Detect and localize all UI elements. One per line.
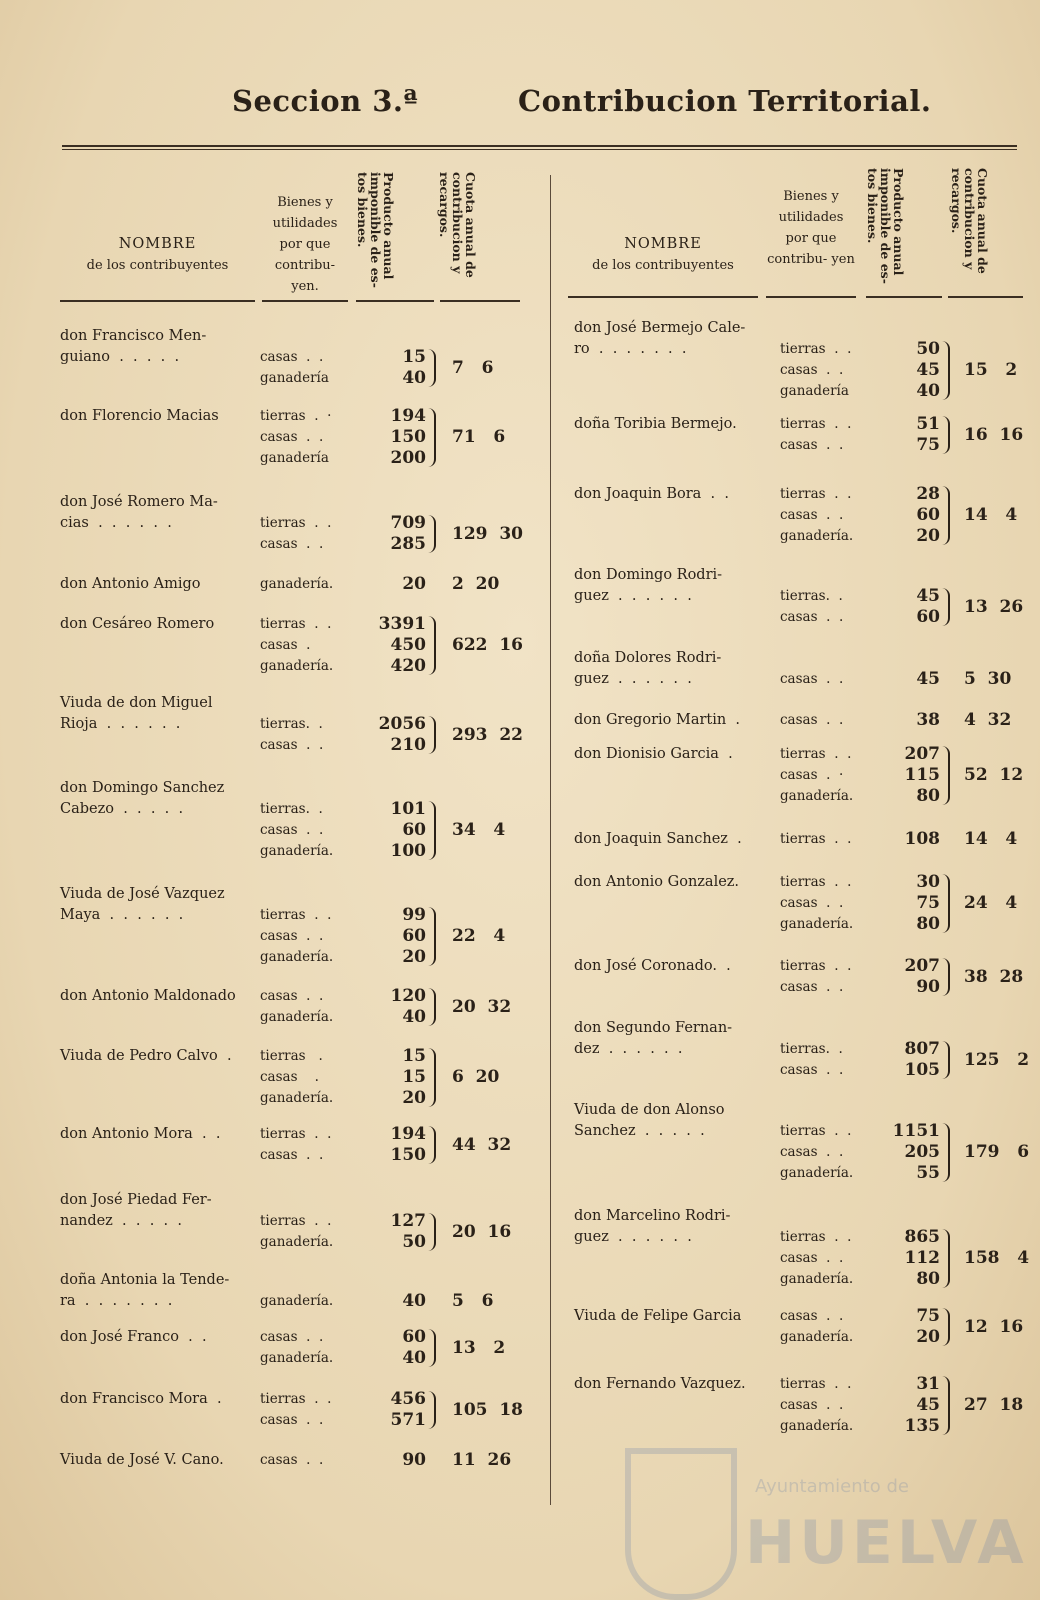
product-values: 807 105	[904, 1039, 940, 1080]
goods-list: casas . . ganadería	[260, 349, 329, 386]
contributor-name: don Marcelino Rodri- guez . . . . . .	[574, 1208, 731, 1245]
quota-value: 158 4	[964, 1248, 1030, 1268]
product-values: 207 115 80	[904, 744, 940, 806]
brace-icon	[942, 1308, 950, 1346]
left-name-rule	[60, 300, 255, 302]
goods-list: tierras . . ganadería.	[260, 1213, 334, 1250]
contributor-name: Viuda de Felipe Garcia	[574, 1308, 742, 1324]
goods-list: tierras . . casas . .	[780, 958, 852, 995]
goods-list: tierras. . casas . .	[780, 1041, 844, 1078]
contributor-name: don Domingo Sanchez Cabezo . . . . .	[60, 780, 225, 817]
contributor-name: don Antonio Gonzalez.	[574, 874, 740, 890]
quota-value: 24 4	[964, 893, 1018, 913]
right-product-header: Producto anual imponible de es- tos bienes.	[865, 168, 906, 284]
brace-icon	[428, 1391, 436, 1429]
brace-icon	[942, 486, 950, 545]
product-values: 456 571	[390, 1389, 426, 1430]
contributor-name: Viuda de don Alonso Sanchez . . . . .	[574, 1102, 725, 1139]
right-quota-rule	[948, 296, 1023, 298]
brace-icon	[428, 616, 436, 675]
brace-icon	[428, 716, 436, 754]
right-quota-header: Cuota anual de contribucion y recargos.	[949, 168, 990, 274]
product-values: 45	[916, 669, 940, 689]
quota-value: 6 20	[452, 1067, 500, 1087]
quota-value: 34 4	[452, 820, 506, 840]
contributor-name: Viuda de José Vazquez Maya . . . . . .	[60, 886, 225, 923]
goods-list: tierras. . casas . . ganadería.	[260, 801, 334, 859]
goods-list: casas . . ganadería.	[260, 1329, 334, 1366]
quota-value: 44 32	[452, 1134, 512, 1155]
brace-icon	[942, 746, 950, 805]
quota-value: 27 18	[964, 1395, 1024, 1415]
goods-list: ganadería.	[260, 576, 334, 592]
product-values: 40	[402, 1291, 426, 1311]
goods-list: tierras . . casas . . ganadería.	[780, 1376, 854, 1434]
quota-value: 13 26	[964, 596, 1024, 617]
quota-value: 12 16	[964, 1316, 1024, 1337]
right-goods-header: Bienes y utilidades por que contribu- yen	[767, 189, 855, 267]
product-values: 45 60	[916, 586, 940, 627]
contributor-name: don Fernando Vazquez.	[574, 1376, 746, 1392]
goods-list: ganadería.	[260, 1293, 334, 1309]
product-values: 194 150 200	[390, 406, 426, 468]
contributor-name: don Antonio Mora . .	[60, 1126, 221, 1142]
quota-value: 20 16	[452, 1221, 512, 1242]
brace-icon	[942, 1229, 950, 1288]
goods-list: tierras . . casas . . ganadería.	[780, 1229, 854, 1287]
product-values: 207 90	[904, 956, 940, 997]
contributor-name: don José Franco . .	[60, 1329, 207, 1345]
quota-value: 129 30	[452, 523, 523, 544]
brace-icon	[428, 907, 436, 966]
goods-list: tierras . casas . ganadería.	[260, 1048, 334, 1106]
brace-icon	[428, 1329, 436, 1367]
contributor-name: Viuda de Pedro Calvo .	[60, 1048, 232, 1064]
contributor-name: don Joaquin Sanchez .	[574, 831, 742, 847]
goods-list: tierras . · casas . . ganadería	[260, 408, 332, 466]
quota-value: 38 28	[964, 966, 1024, 987]
page-title: Contribucion Territorial.	[518, 84, 932, 118]
right-product-rule	[866, 296, 942, 298]
quota-value: 5 30	[964, 669, 1012, 689]
contributor-name: don Joaquin Bora . .	[574, 486, 729, 502]
quota-value: 71 6	[452, 427, 506, 447]
brace-icon	[942, 588, 950, 626]
brace-icon	[428, 801, 436, 860]
right-name-rule	[568, 296, 758, 298]
product-values: 75 20	[916, 1306, 940, 1347]
quota-value: 293 22	[452, 724, 523, 745]
contributor-name: don Segundo Fernan- dez . . . . . .	[574, 1020, 733, 1057]
left-goods-rule	[262, 300, 348, 302]
brace-icon	[942, 1376, 950, 1435]
brace-icon	[428, 515, 436, 553]
goods-list: tierras . . casas . ganadería.	[260, 616, 334, 674]
quota-value: 15 2	[964, 360, 1018, 380]
product-values: 108	[904, 829, 940, 849]
brace-icon	[942, 1041, 950, 1079]
quota-value: 11 26	[452, 1450, 512, 1470]
quota-value: 14 4	[964, 829, 1018, 849]
contributor-name: don Dionisio Garcia .	[574, 746, 733, 762]
contributor-name: don José Piedad Fer- nandez . . . . .	[60, 1192, 212, 1229]
product-values: 51 75	[916, 414, 940, 455]
column-divider	[550, 175, 551, 1505]
product-values: 60 40	[402, 1327, 426, 1368]
contributor-name: Viuda de José V. Cano.	[60, 1452, 224, 1468]
watermark-text: HUELVA	[745, 1508, 1028, 1578]
product-values: 90	[402, 1450, 426, 1470]
brace-icon	[942, 341, 950, 400]
goods-list: casas . . ganadería.	[260, 988, 334, 1025]
product-values: 15 40	[402, 347, 426, 388]
quota-value: 20 32	[452, 996, 512, 1017]
product-values: 30 75 80	[916, 872, 940, 934]
product-values: 50 45 40	[916, 339, 940, 401]
product-values: 2056 210	[378, 714, 426, 755]
brace-icon	[942, 874, 950, 933]
contributor-name: Viuda de don Miguel Rioja . . . . . .	[60, 695, 213, 732]
quota-value: 22 4	[452, 926, 506, 946]
goods-list: tierras. . casas . .	[260, 716, 324, 753]
contributor-name: don Francisco Mora .	[60, 1391, 222, 1407]
left-quota-rule	[440, 300, 520, 302]
right-name-header: NOMBRE de los contribuyentes	[592, 236, 734, 273]
shield-icon	[625, 1448, 737, 1600]
contributor-name: don Antonio Amigo	[60, 576, 201, 592]
left-quota-header: Cuota anual de contribucion y recargos.	[437, 172, 478, 278]
contributor-name: don José Bermejo Cale- ro . . . . . . .	[574, 320, 746, 357]
contributor-name: don Antonio Maldonado	[60, 988, 236, 1004]
brace-icon	[428, 408, 436, 467]
quota-value: 5 6	[452, 1291, 494, 1311]
product-values: 15 15 20	[402, 1046, 426, 1108]
product-values: 20	[402, 574, 426, 594]
quota-value: 52 12	[964, 765, 1024, 785]
product-values: 38	[916, 710, 940, 730]
quota-value: 2 20	[452, 574, 500, 594]
left-name-header: NOMBRE de los contribuyentes	[86, 236, 229, 273]
right-goods-rule	[766, 296, 856, 298]
contributor-name: don Domingo Rodri- guez . . . . . .	[574, 567, 723, 604]
brace-icon	[428, 1048, 436, 1107]
product-values: 865 112 80	[904, 1227, 940, 1289]
section-title: Seccion 3.ª	[232, 84, 419, 118]
left-product-rule	[356, 300, 434, 302]
brace-icon	[428, 349, 436, 387]
quota-value: 13 2	[452, 1337, 506, 1358]
product-values: 101 60 100	[390, 799, 426, 861]
watermark-sub: Ayuntamiento de	[755, 1476, 909, 1497]
contributor-name: don Florencio Macias	[60, 408, 219, 424]
goods-list: tierras . . casas . · ganadería.	[780, 746, 854, 804]
contributor-name: don José Romero Ma- cias . . . . . .	[60, 494, 218, 531]
brace-icon	[942, 416, 950, 454]
product-values: 120 40	[390, 986, 426, 1027]
product-values: 28 60 20	[916, 484, 940, 546]
goods-list: casas . .	[260, 1452, 324, 1468]
quota-value: 105 18	[452, 1399, 523, 1420]
goods-list: tierras . . casas . .	[260, 1126, 332, 1163]
brace-icon	[942, 1123, 950, 1182]
goods-list: tierras. . casas . .	[780, 588, 844, 625]
product-values: 31 45 135	[904, 1374, 940, 1436]
quota-value: 125 2	[964, 1049, 1030, 1070]
quota-value: 179 6	[964, 1142, 1030, 1162]
contributor-name: don Gregorio Martin .	[574, 712, 741, 728]
brace-icon	[428, 988, 436, 1026]
goods-list: casas . . ganadería.	[780, 1308, 854, 1345]
goods-list: tierras . . casas . . ganadería	[780, 341, 852, 399]
product-values: 709 285	[390, 513, 426, 554]
header-rule	[62, 145, 1017, 150]
product-values: 194 150	[390, 1124, 426, 1165]
goods-list: casas . .	[780, 712, 844, 728]
goods-list: tierras . . casas . . ganadería.	[260, 907, 334, 965]
brace-icon	[428, 1126, 436, 1164]
quota-value: 7 6	[452, 357, 494, 378]
contributor-name: doña Toribia Bermejo.	[574, 416, 737, 432]
goods-list: tierras . . casas . .	[260, 1391, 332, 1428]
left-product-header: Producto anual imponible de es- tos bienes.	[355, 172, 396, 288]
contributor-name: don Francisco Men- guiano . . . . .	[60, 328, 207, 365]
product-values: 127 50	[390, 1211, 426, 1252]
quota-value: 16 16	[964, 424, 1024, 445]
left-goods-header: Bienes y utilidades por que contribu- yen.	[272, 195, 338, 294]
goods-list: tierras . . casas . . ganadería.	[780, 1123, 854, 1181]
watermark-stamp	[625, 1448, 1028, 1588]
contributor-name: doña Antonia la Tende- ra . . . . . . .	[60, 1272, 230, 1309]
goods-list: tierras . . casas . .	[260, 515, 332, 552]
brace-icon	[942, 958, 950, 996]
quota-value: 4 32	[964, 710, 1012, 730]
quota-value: 14 4	[964, 505, 1018, 525]
goods-list: casas . .	[780, 671, 844, 687]
goods-list: tierras . .	[780, 831, 852, 847]
contributor-name: don Cesáreo Romero	[60, 616, 215, 632]
quota-value: 622 16	[452, 635, 523, 655]
goods-list: tierras . . casas . . ganadería.	[780, 486, 854, 544]
contributor-name: doña Dolores Rodri- guez . . . . . .	[574, 650, 722, 687]
brace-icon	[428, 1213, 436, 1251]
contributor-name: don José Coronado. .	[574, 958, 731, 974]
product-values: 99 60 20	[402, 905, 426, 967]
product-values: 3391 450 420	[378, 614, 426, 676]
goods-list: tierras . . casas . .	[780, 416, 852, 453]
product-values: 1151 205 55	[892, 1121, 940, 1183]
goods-list: tierras . . casas . . ganadería.	[780, 874, 854, 932]
